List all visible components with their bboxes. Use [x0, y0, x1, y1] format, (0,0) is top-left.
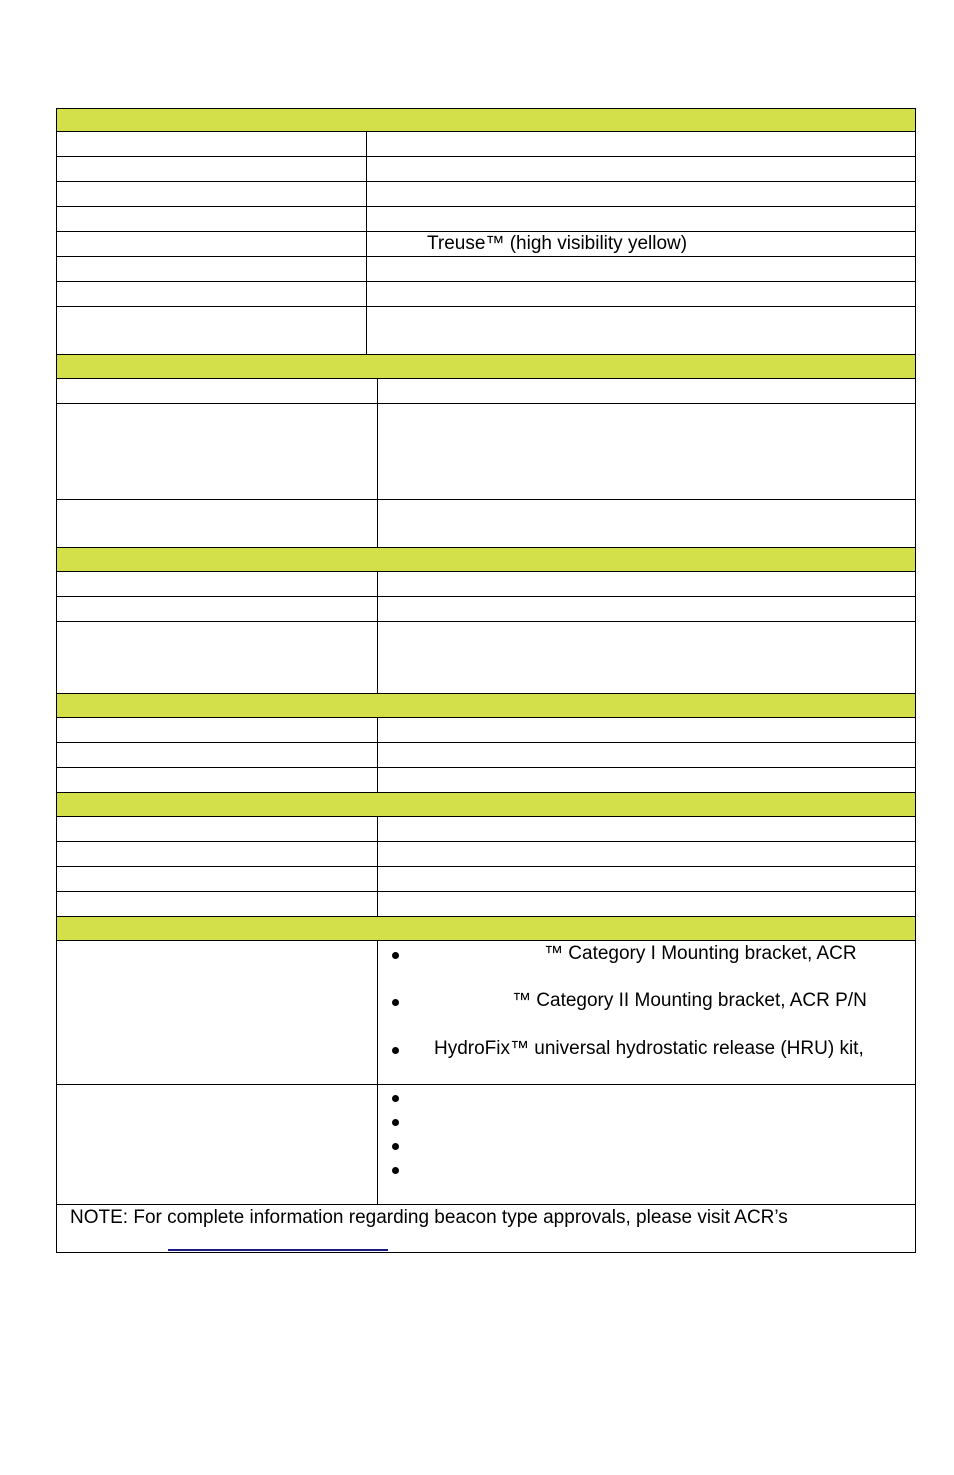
- color-value: Treuse™ (high visibility yellow): [427, 233, 688, 254]
- table-row: [56, 768, 916, 793]
- row-value-cell: [367, 257, 915, 281]
- row-value-cell: [378, 500, 915, 547]
- bullet-row: [56, 1085, 916, 1205]
- table-row: [56, 132, 916, 157]
- bullet-icon: [392, 952, 399, 959]
- row-value-cell: [378, 379, 915, 403]
- row-label-cell: [57, 132, 367, 156]
- row-label-cell: [57, 257, 367, 281]
- table-row: [56, 404, 916, 500]
- table-row: [56, 718, 916, 743]
- row-value-cell: [378, 842, 915, 866]
- row-label-cell: [57, 1085, 378, 1204]
- row-label-cell: [57, 307, 367, 354]
- list-item-text: ™ Category II Mounting bracket, ACR P/N: [512, 990, 867, 1011]
- list-item-text: ™ Category I Mounting bracket, ACR: [544, 943, 857, 964]
- row-label-cell: [57, 597, 378, 621]
- row-label-cell: [57, 500, 378, 547]
- row-value-cell: [378, 768, 915, 792]
- bullet-list-cell: [378, 1085, 915, 1204]
- section-header-1: [56, 108, 916, 132]
- section-header-4: [56, 694, 916, 718]
- bullet-icon: [392, 999, 399, 1006]
- table-row: [56, 867, 916, 892]
- table-row: [56, 743, 916, 768]
- section-header-6: [56, 917, 916, 941]
- row-label-cell: [57, 867, 378, 891]
- mounting-row: [56, 941, 916, 1085]
- row-label-cell: [57, 572, 378, 596]
- table-row: [56, 842, 916, 867]
- note-text: NOTE: For complete information regarding beacon type approvals, please visit ACR’s: [70, 1207, 788, 1228]
- table-row: [56, 307, 916, 355]
- row-label-cell: [57, 207, 367, 231]
- row-value-cell: [378, 572, 915, 596]
- bullet-icon: [392, 1119, 399, 1126]
- row-label-cell: [57, 941, 378, 1084]
- row-label-cell: [57, 282, 367, 306]
- row-value-cell: [378, 817, 915, 841]
- row-label-cell: [57, 768, 378, 792]
- table-row: [56, 892, 916, 917]
- row-value-cell: [378, 718, 915, 742]
- row-value-cell: [378, 867, 915, 891]
- bullet-icon: [392, 1143, 399, 1150]
- row-value-cell: [367, 307, 915, 354]
- section-header-5: [56, 793, 916, 817]
- table-row: [56, 257, 916, 282]
- row-label-cell: [57, 622, 378, 693]
- row-label-cell: [57, 379, 378, 403]
- section-header-2: [56, 355, 916, 379]
- row-value-cell: [367, 132, 915, 156]
- mounting-list-cell: [378, 941, 915, 1084]
- row-value-cell: [378, 892, 915, 916]
- section-header-3: [56, 548, 916, 572]
- row-label-cell: [57, 404, 378, 499]
- table-row: [56, 817, 916, 842]
- color-row: [56, 232, 916, 257]
- row-label-cell: [57, 892, 378, 916]
- row-label-cell: [57, 842, 378, 866]
- row-value-cell: [378, 743, 915, 767]
- row-value-cell: [367, 282, 915, 306]
- row-value-cell: [378, 404, 915, 499]
- bullet-icon: [392, 1167, 399, 1174]
- row-value-cell: [378, 622, 915, 693]
- row-label-cell: [57, 157, 367, 181]
- website-link[interactable]: [168, 1249, 388, 1251]
- table-row: [56, 572, 916, 597]
- bullet-icon: [392, 1095, 399, 1102]
- table-row: [56, 500, 916, 548]
- row-value-cell: [378, 597, 915, 621]
- list-item-text: HydroFix™ universal hydrostatic release (HRU) kit,: [434, 1038, 864, 1059]
- table-row: [56, 622, 916, 694]
- table-row: [56, 207, 916, 232]
- row-label-cell: [57, 743, 378, 767]
- bullet-icon: [392, 1047, 399, 1054]
- table-row: [56, 282, 916, 307]
- table-row: [56, 182, 916, 207]
- row-value-cell: [367, 207, 915, 231]
- spec-table: [56, 108, 916, 1253]
- row-value-cell: [367, 182, 915, 206]
- note-row: [56, 1205, 916, 1253]
- row-label-cell: [57, 718, 378, 742]
- table-row: [56, 379, 916, 404]
- table-row: [56, 597, 916, 622]
- row-label-cell: [57, 182, 367, 206]
- row-label-cell: [57, 232, 367, 256]
- row-label-cell: [57, 817, 378, 841]
- row-value-cell: [367, 157, 915, 181]
- row-value-cell: [367, 232, 915, 256]
- table-row: [56, 157, 916, 182]
